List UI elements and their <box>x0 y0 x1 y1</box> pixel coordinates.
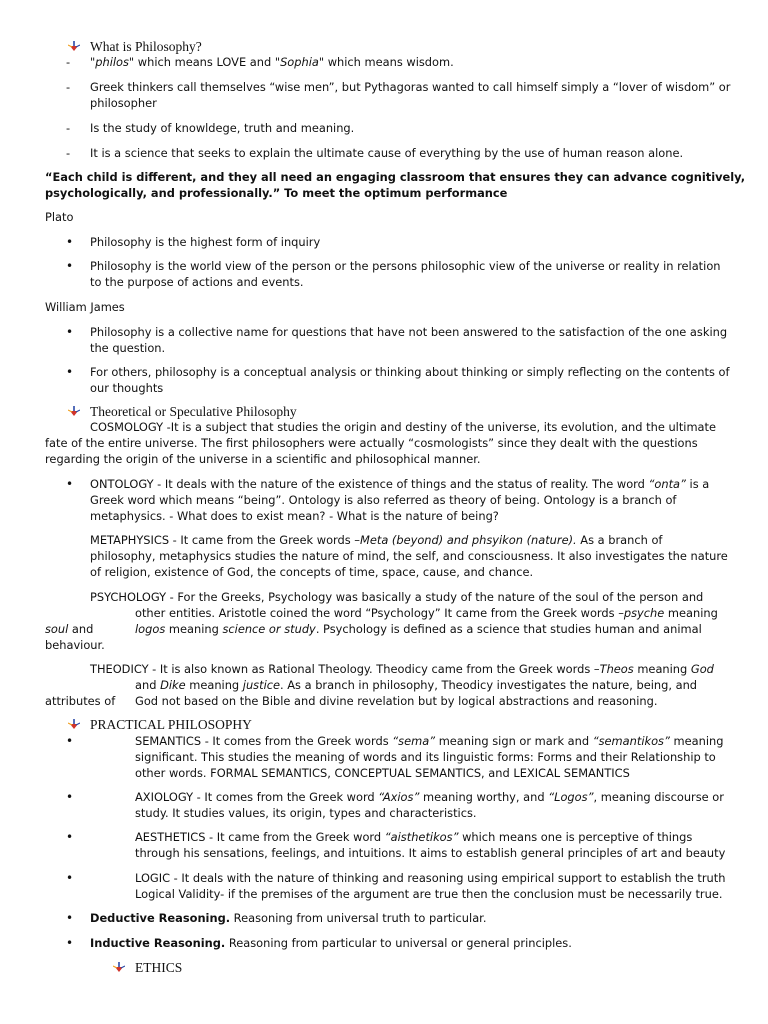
bullet-marker: • <box>66 477 74 491</box>
theodicy-line-2: and Dike meaning justice. As a branch in philosophy, Theodicy investigates the nature, being, and <box>135 678 698 692</box>
bullet-marker: • <box>66 259 74 273</box>
plato-bullet-1: Philosophy is the highest form of inquiry <box>90 235 321 249</box>
dash-item-greek-thinkers-cont: philosopher <box>90 96 157 110</box>
quote-line-2: psychologically, and professionally.” To meet the optimum performance <box>45 186 508 200</box>
semantics-line-2: significant. This studies the meaning of words and its linguistic forms: Forms and their Relationship to <box>135 750 716 764</box>
metaphysics-line-2: philosophy, metaphysics studies the nature of mind, the self, and consciousness. It also investigates the nature <box>90 549 728 563</box>
plato-bullet-2-cont: to the purpose of actions and events. <box>90 275 304 289</box>
bullet-marker: • <box>66 235 74 249</box>
arrow-bullet-icon <box>68 406 80 418</box>
dash-item-science: It is a science that seeks to explain the ultimate cause of everything by the use of human reason alone. <box>90 146 684 160</box>
section-heading-what-is: What is Philosophy? <box>90 39 202 54</box>
ontology-line-2: Greek word which means “being”. Ontology is also referred as theory of being. Ontology is a branch of <box>90 493 677 507</box>
dash-item-greek-thinkers: Greek thinkers call themselves “wise men”, but Pythagoras wanted to call himself simply a “lover of wisdom” or <box>90 80 731 94</box>
semantics-line-1: SEMANTICS - It comes from the Greek words “sema” meaning sign or mark and “semantikos” meaning <box>135 734 724 748</box>
dash-marker: - <box>66 55 71 69</box>
deductive-reasoning: Deductive Reasoning. Reasoning from universal truth to particular. <box>90 911 487 925</box>
section-heading-ethics: ETHICS <box>135 960 183 975</box>
bullet-marker: • <box>66 790 74 804</box>
psychology-line-4: behaviour. <box>45 638 105 652</box>
bullet-marker: • <box>66 734 74 748</box>
theodicy-attributes-of: attributes of <box>45 694 116 708</box>
axiology-line-1: AXIOLOGY - It comes from the Greek word “Axios” meaning worthy, and “Logos”, meaning discourse or <box>135 790 724 804</box>
bullet-marker: • <box>66 830 74 844</box>
author-plato: Plato <box>45 210 74 224</box>
theodicy-line-3: God not based on the Bible and divine revelation but by logical abstractions and reasoning. <box>135 694 658 708</box>
bullet-marker: • <box>66 936 74 950</box>
ontology-line-3: metaphysics. - What does to exist mean? - What is the nature of being? <box>90 509 499 523</box>
bullet-marker: • <box>66 871 74 885</box>
psychology-line-2: other entities. Aristotle coined the word “Psychology” It came from the Greek words –psyche meaning <box>135 606 718 620</box>
section-heading-practical: PRACTICAL PHILOSOPHY <box>90 717 252 732</box>
bullet-marker: • <box>66 911 74 925</box>
axiology-line-2: study. It studies values, its origin, types and characteristics. <box>135 806 477 820</box>
author-william-james: William James <box>45 300 125 314</box>
james-bullet-2-cont: our thoughts <box>90 381 164 395</box>
metaphysics-line-3: of religion, existence of God, the concepts of time, space, cause, and chance. <box>90 565 534 579</box>
psychology-line-1: PSYCHOLOGY - For the Greeks, Psychology was basically a study of the nature of the soul of the person and <box>90 590 704 604</box>
theodicy-line-1: THEODICY - It is also known as Rational Theology. Theodicy came from the Greek words –Theos meaning God <box>90 662 714 676</box>
inductive-reasoning: Inductive Reasoning. Reasoning from particular to universal or general principles. <box>90 936 572 950</box>
dash-marker: - <box>66 80 71 94</box>
quote-line-1: “Each child is different, and they all need an engaging classroom that ensures they can advance cognitively, <box>45 170 746 184</box>
metaphysics-line-1: METAPHYSICS - It came from the Greek words –Meta (beyond) and phsyikon (nature). As a branch of <box>90 533 663 547</box>
aesthetics-line-1: AESTHETICS - It came from the Greek word “aisthetikos” which means one is perceptive of things <box>135 830 693 844</box>
psychology-line-3: logos meaning science or study. Psychology is defined as a science that studies human and animal <box>135 622 702 636</box>
james-bullet-2: For others, philosophy is a conceptual analysis or thinking about thinking or simply reflecting on the contents of <box>90 365 730 379</box>
arrow-bullet-icon <box>68 41 80 53</box>
plato-bullet-2: Philosophy is the world view of the person or the persons philosophic view of the universe or reality in relation <box>90 259 721 273</box>
james-bullet-1-cont: the question. <box>90 341 166 355</box>
dash-marker: - <box>66 146 71 160</box>
arrow-bullet-icon <box>113 962 125 974</box>
cosmology-line-3: regarding the origin of the universe in a scientific and philosophical manner. <box>45 452 481 466</box>
ontology-line-1: ONTOLOGY - It deals with the nature of the existence of things and the status of reality. The word “onta” is a <box>90 477 710 491</box>
psychology-soul: soul and <box>45 622 94 636</box>
arrow-bullet-icon <box>68 719 80 731</box>
dash-marker: - <box>66 121 71 135</box>
logic-line-1: LOGIC - It deals with the nature of thinking and reasoning using empirical support to establish the truth <box>135 871 726 885</box>
bullet-marker: • <box>66 325 74 339</box>
dash-item-study: Is the study of knowldege, truth and meaning. <box>90 121 355 135</box>
dash-item-philos: "philos" which means LOVE and "Sophia" which means wisdom. <box>90 55 454 69</box>
aesthetics-line-2: through his sensations, feelings, and intuitions. It aims to establish general principles of art and beauty <box>135 846 726 860</box>
cosmology-line-1: COSMOLOGY -It is a subject that studies the origin and destiny of the universe, its evolution, and the ultimate <box>90 420 717 434</box>
section-heading-theoretical: Theoretical or Speculative Philosophy <box>90 404 297 419</box>
semantics-line-3: other words. FORMAL SEMANTICS, CONCEPTUAL SEMANTICS, and LEXICAL SEMANTICS <box>135 766 630 780</box>
james-bullet-1: Philosophy is a collective name for questions that have not been answered to the satisfaction of the one asking <box>90 325 728 339</box>
bullet-marker: • <box>66 365 74 379</box>
cosmology-line-2: fate of the entire universe. The first philosophers were actually “cosmologists” since they dealt with the questions <box>45 436 698 450</box>
logic-line-2: Logical Validity- if the premises of the argument are true then the conclusion must be necessarily true. <box>135 887 723 901</box>
